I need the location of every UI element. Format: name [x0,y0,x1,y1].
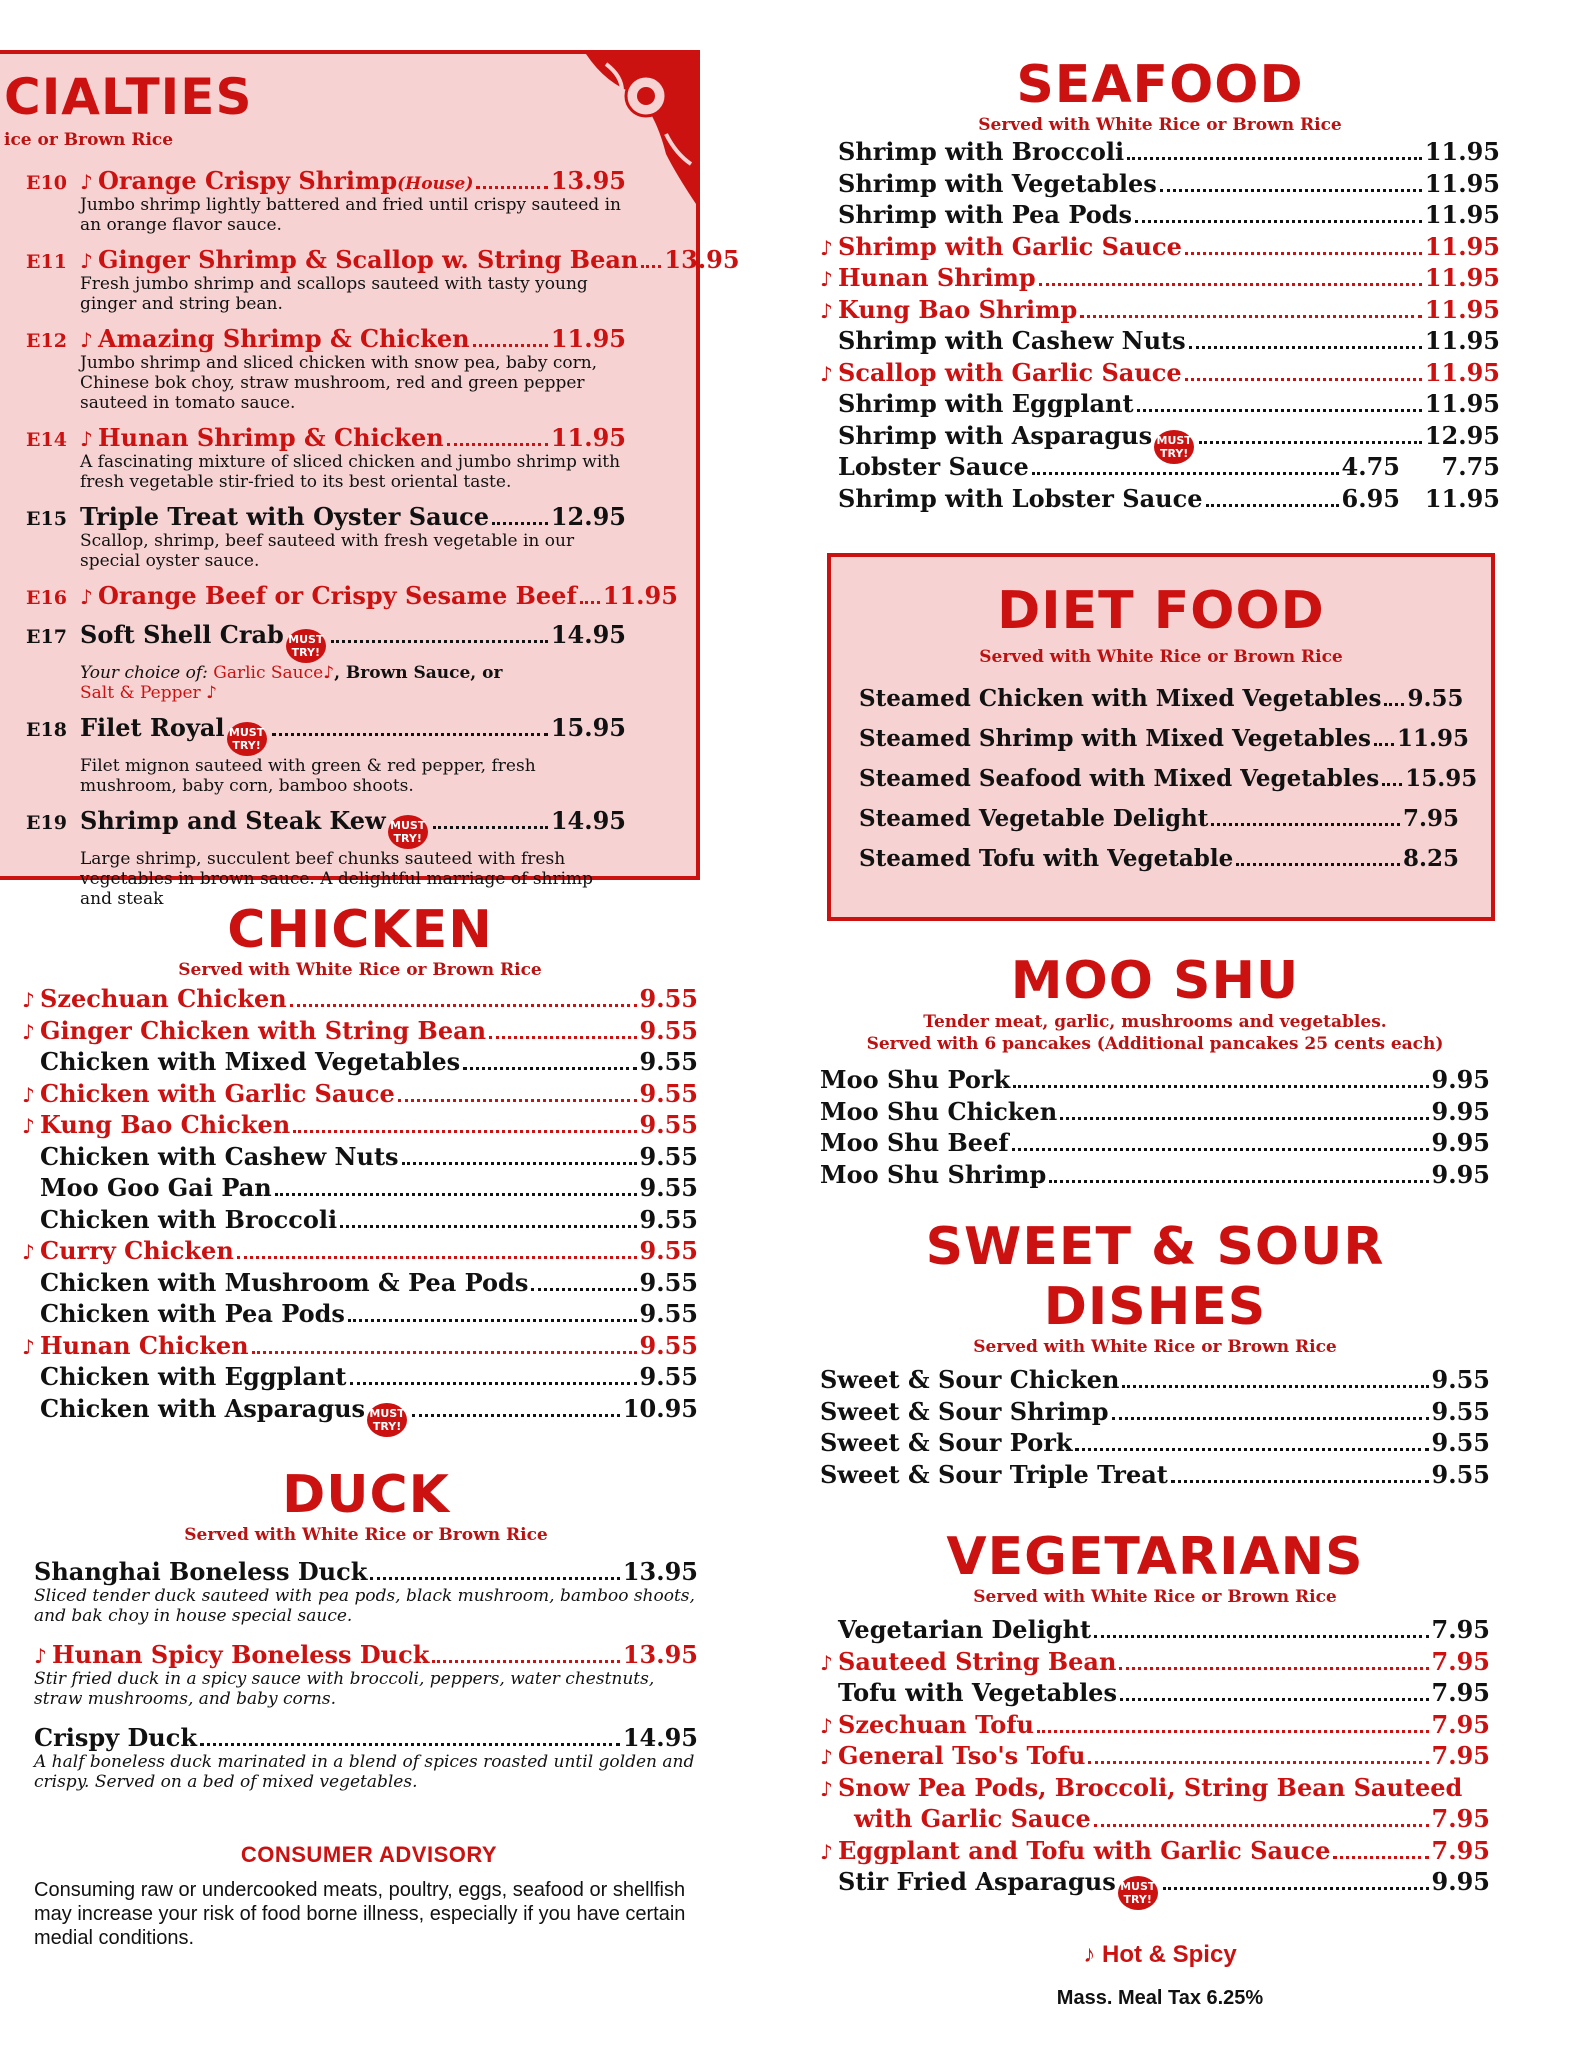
item-name: Chicken with Eggplant [40,1362,347,1391]
item-code: E18 [26,719,67,741]
item-name: Vegetarian Delight [838,1615,1092,1644]
item-price: 9.55 [639,1173,698,1202]
item-price: 12.95 [550,502,626,531]
item-name: Steamed Chicken with Mixed Vegetables [859,685,1382,712]
item-name: Ginger Shrimp & Scallop w. String Bean [98,245,639,274]
item-price: 7.95 [1431,1678,1490,1707]
item-price: 7.95 [1402,805,1459,832]
item-price: 9.55 [639,1204,698,1234]
item-price: 11.95 [1424,231,1500,261]
item-price: 9.95 [1431,1867,1490,1896]
pepper-icon: ♪ [80,170,93,194]
item-code: E12 [26,330,67,352]
item-code: E11 [26,251,67,273]
item-price: 7.95 [1431,1835,1490,1865]
item-code: E15 [26,508,67,530]
item-name: Chicken with Pea Pods [40,1299,345,1328]
item-name: Filet Royal [80,713,225,742]
item-price: 11.95 [1396,725,1470,752]
menu-item [26,806,626,909]
item-price: 9.55 [639,1330,698,1360]
advisory-title: CONSUMER ADVISORY [240,1842,498,1867]
item-price: 11.95 [1424,200,1500,229]
item-name: Shrimp with Vegetables [838,168,1157,198]
item-name: Crispy Duck [34,1723,197,1752]
pepper-icon: ♪ [820,267,833,291]
menu-item [820,1065,1490,1097]
diet-food-panel [827,553,1495,921]
item-price: 9.95 [1431,1159,1490,1189]
item-name: Lobster Sauce [838,452,1029,481]
item-price: 9.55 [639,984,698,1013]
right-column [820,55,1500,2010]
pepper-icon: ♪ [323,663,335,683]
menu-item [820,1710,1490,1742]
vegetarians-subtitle: Served with White Rice or Brown Rice [973,1587,1337,1607]
item-description: Fresh jumbo shrimp and scallops sauteed with tasty young ginger and string bean. [80,274,588,314]
item-code: E19 [26,812,67,834]
menu-item [820,1097,1490,1129]
pepper-icon: ♪ [820,1776,833,1801]
pepper-icon: ♪ [22,1114,35,1138]
menu-item [820,358,1500,390]
item-price: 13.95 [664,245,740,274]
item-name: Orange Crispy Shrimp [98,166,398,195]
menu-item [859,845,1459,885]
legend-hot-spicy: ♪ Hot & Spicy [1083,1940,1237,1968]
item-name: Shrimp with Cashew Nuts [838,326,1186,355]
item-description: Jumbo shrimp lightly battered and fried until crispy sauteed in an orange flavor sauce. [80,195,621,235]
pepper-icon: ♪ [820,298,833,323]
item-name: Orange Beef or [98,581,304,610]
pepper-icon: ♪ [820,1650,833,1675]
item-name: Tofu with Vegetables [838,1678,1117,1707]
item-description: Large shrimp, succulent beef chunks sauteed with fresh vegetables in brown sauce. A delightful marriage of shrimp and steak [80,849,594,909]
specialties-subtitle: ice or Brown Rice [4,130,174,150]
item-code: E16 [26,587,67,609]
item-description: Jumbo shrimp and sliced chicken with snow pea, baby corn, Chinese bok choy, straw mushroom, red and green pepper sauteed in tomato sauce. [80,353,598,413]
item-name: Sweet & Sour Chicken [820,1365,1120,1394]
left-column [0,50,740,1950]
menu-item [34,1557,698,1626]
item-price: 11.95 [550,324,626,353]
menu-item [859,685,1464,725]
pepper-icon: ♪ [22,1334,35,1359]
item-name: Moo Shu Chicken [820,1096,1058,1126]
item-note: (House) [397,174,474,194]
specialties-title: CIALTIES [4,68,253,126]
item-name: Chicken with Broccoli [40,1204,338,1234]
item-price: 15.95 [550,713,626,742]
item-name: Scallop with Garlic Sauce [838,357,1182,387]
item-price: 9.55 [1431,1365,1490,1394]
must-try-badge: MUST TRY! [227,722,267,756]
item-price: 11.95 [1424,263,1500,292]
item-price: 10.95 [622,1393,698,1423]
item-name: Shrimp with Eggplant [838,389,1134,418]
vegetarians-section [820,1527,1500,1906]
duck-list [34,1557,698,1792]
pepper-icon: ♪ [80,427,93,451]
item-price: 9.55 [639,1015,698,1045]
item-name: Ginger Chicken with String Bean [40,1015,487,1045]
item-name: Shrimp with Garlic Sauce [838,231,1182,261]
consumer-advisory [0,1842,704,1950]
item-price: 9.55 [639,1267,698,1297]
item-price: 9.95 [1431,1065,1490,1094]
item-price-large: 7.75 [1441,452,1500,481]
item-name: Amazing Shrimp & Chicken [98,324,470,353]
menu-item [22,1016,698,1048]
menu-item [820,1678,1490,1710]
menu-item [34,1723,698,1792]
menu-item [22,1362,698,1394]
item-name: Curry Chicken [40,1236,234,1265]
item-price: 9.55 [639,1110,698,1139]
menu-item [820,295,1500,327]
menu-item [820,137,1500,169]
menu-item [26,423,626,492]
menu-item [26,324,626,413]
duck-title: DUCK [282,1465,450,1525]
menu-item [820,326,1500,358]
pepper-icon: ♪ [820,361,833,386]
advisory-text: Consuming raw or undercooked meats, poultry, eggs, seafood or shellfish may increase your risk of food borne illness, especially if you have certain medial conditions. [34,1879,686,1949]
item-name: Eggplant and Tofu with Garlic Sauce [838,1835,1331,1865]
moo-shu-title: MOO SHU [1010,951,1300,1011]
sweet-sour-subtitle: Served with White Rice or Brown Rice [973,1337,1337,1357]
item-price: 11.95 [1424,294,1500,324]
pepper-icon: ♪ [22,1019,35,1044]
item-price: 7.95 [1431,1615,1490,1644]
item-name: Moo Goo Gai Pan [40,1173,272,1202]
item-name: Moo Shu Shrimp [820,1159,1047,1189]
item-description: Sliced tender duck sauteed with pea pods, black mushroom, bamboo shoots, and bak choy in house special sauce. [34,1586,695,1626]
item-name: Sweet & Sour Triple Treat [820,1459,1168,1489]
item-price: 8.25 [1402,845,1459,872]
item-description: Filet mignon sauteed with green & red pepper, fresh mushroom, baby corn, bamboo shoots. [80,756,536,796]
menu-item [820,484,1500,516]
item-price: 13.95 [622,1557,698,1586]
menu-item [820,263,1500,295]
item-name: Stir Fried Asparagus [838,1867,1116,1896]
item-name: Soft Shell Crab [80,620,284,649]
item-code: E10 [26,172,67,194]
pepper-icon: ♪ [1083,1940,1096,1968]
item-price: 9.55 [639,1236,698,1265]
seafood-list [820,137,1500,515]
menu-item [22,1331,698,1363]
item-price: 9.95 [1431,1128,1490,1157]
item-price-small: 4.75 [1341,452,1400,481]
item-description: Stir fried duck in a spicy sauce with broccoli, peppers, water chestnuts, straw mushrooms, and baby corns. [34,1669,655,1709]
item-name: Steamed Tofu with Vegetable [859,845,1234,872]
item-price: 9.55 [1407,685,1464,712]
item-name-alt: Crispy Sesame Beef [311,581,577,610]
menu-item-continued [820,1804,1490,1836]
menu-item [34,1640,698,1709]
item-name: Kung Bao Chicken [40,1110,291,1139]
pepper-icon: ♪ [22,988,35,1012]
item-price: 14.95 [550,806,626,835]
item-price: 11.95 [602,581,678,610]
duck-subtitle: Served with White Rice or Brown Rice [184,1525,548,1545]
menu-item [820,169,1500,201]
item-name: Steamed Vegetable Delight [859,805,1209,832]
item-price: 7.95 [1431,1646,1490,1676]
item-price: 9.55 [1431,1396,1490,1426]
item-price: 9.55 [639,1047,698,1076]
menu-item [22,1299,698,1331]
item-price: 9.55 [1431,1459,1490,1489]
menu-item [22,1236,698,1268]
item-name: General Tso's Tofu [838,1741,1086,1770]
sweet-sour-section [820,1217,1500,1491]
item-price: 11.95 [550,423,626,452]
menu-item [22,1079,698,1111]
item-name: Sweet & Sour Shrimp [820,1396,1109,1426]
item-name: Hunan Shrimp & Chicken [98,423,444,452]
menu-item [820,1647,1490,1679]
menu-item [859,805,1459,845]
specialties-panel [0,50,740,909]
specialties-list [26,166,740,919]
menu-item [22,1173,698,1205]
menu-item [26,713,626,796]
menu-item [820,420,1500,460]
pepper-icon: ♪ [820,1713,833,1738]
must-try-badge: MUST TRY! [1118,1876,1158,1910]
menu-item [820,1836,1490,1868]
item-price: 9.55 [639,1078,698,1108]
menu-item [820,200,1500,232]
sweet-sour-title: SWEET & SOUR DISHES [925,1217,1385,1337]
item-name: Sweet & Sour Pork [820,1428,1073,1457]
menu-item [22,1142,698,1174]
pepper-icon: ♪ [34,1644,47,1668]
pepper-icon: ♪ [820,1745,833,1769]
pepper-icon: ♪ [22,1240,35,1264]
item-price: 14.95 [622,1723,698,1752]
menu-item [820,1741,1490,1773]
menu-item [22,1268,698,1300]
item-price: 9.55 [639,1141,698,1171]
diet-title: DIET FOOD [997,581,1325,641]
pepper-icon: ♪ [22,1082,35,1107]
item-price: 9.55 [639,1362,698,1391]
item-name: Shrimp with Broccoli [838,137,1125,166]
item-price: 14.95 [550,620,626,649]
must-try-badge: MUST TRY! [286,629,326,663]
item-price: 11.95 [1424,389,1500,418]
item-name: Moo Shu Beef [820,1128,1009,1157]
item-price: 15.95 [1405,765,1478,792]
seafood-title: SEAFOOD [1016,55,1304,115]
item-description: Your choice of: Garlic Sauce♪, Brown Sauce, or Salt & Pepper ♪ [80,663,503,703]
moo-shu-subtitle-2: Served with 6 pancakes (Additional pancakes 25 cents each) [866,1034,1444,1054]
item-price: 9.95 [1431,1096,1490,1126]
menu-item [859,765,1478,805]
item-price: 11.95 [1424,357,1500,387]
item-name: Szechuan Chicken [40,984,287,1013]
pepper-icon: ♪ [80,585,93,609]
menu-item [820,1365,1490,1397]
item-price: 11.95 [1424,137,1500,166]
menu-item [820,389,1500,421]
menu-item [26,620,626,703]
item-name: Szechuan Tofu [838,1709,1034,1739]
item-name: Shanghai Boneless Duck [34,1557,368,1586]
seafood-section [820,55,1500,515]
item-name: Sauteed String Bean [838,1646,1117,1676]
item-price-small: 6.95 [1341,483,1400,513]
item-description: Scallop, shrimp, beef sauteed with fresh vegetable in our special oyster sauce. [80,531,575,571]
item-name: Shrimp with Lobster Sauce [838,483,1203,513]
item-name-continued: with Garlic Sauce [854,1804,1091,1833]
item-name: Hunan Spicy Boneless Duck [52,1640,430,1669]
duck-section [0,1465,698,1792]
menu-item [820,1160,1490,1192]
item-description: A fascinating mixture of sliced chicken and jumbo shrimp with fresh vegetable stir-fried to its best oriental taste. [80,452,621,492]
item-name: Snow Pea Pods, Broccoli, String Bean Sauteed [838,1772,1463,1802]
item-price: 11.95 [1424,168,1500,198]
item-name: Chicken with Garlic Sauce [40,1078,395,1108]
menu-item [820,1397,1490,1429]
must-try-badge: MUST TRY! [1154,430,1194,464]
item-name: Triple Treat with Oyster Sauce [80,502,490,531]
menu-item [26,581,678,610]
item-name: Moo Shu Pork [820,1065,1011,1094]
item-price: 7.95 [1431,1804,1490,1833]
pepper-icon: ♪ [80,328,93,352]
menu-item [820,1867,1490,1906]
seafood-subtitle: Served with White Rice or Brown Rice [978,115,1342,135]
item-name: Chicken with Asparagus [40,1393,366,1423]
menu-item [820,1460,1490,1492]
menu-item [820,1615,1490,1647]
item-name: Hunan Chicken [40,1330,249,1360]
item-price: 12.95 [1424,420,1500,450]
item-price: 9.55 [1431,1428,1490,1457]
menu-item [820,1773,1490,1805]
moo-shu-list [820,1065,1490,1191]
pepper-icon: ♪ [80,249,93,273]
menu-item [859,725,1470,765]
vegetarians-title: VEGETARIANS [946,1527,1364,1587]
item-name: Chicken with Mushroom & Pea Pods [40,1267,529,1297]
item-price: 11.95 [1424,326,1500,355]
item-price-large: 11.95 [1424,483,1500,513]
menu-item [820,232,1500,264]
menu-item [26,245,740,314]
item-price: 13.95 [550,166,626,195]
item-price: 7.95 [1431,1709,1490,1739]
menu-item [820,1428,1490,1460]
item-price: 9.55 [639,1299,698,1328]
pepper-icon: ♪ [206,683,217,703]
item-code: E17 [26,626,67,648]
item-name: Chicken with Mixed Vegetables [40,1047,461,1076]
diet-subtitle: Served with White Rice or Brown Rice [979,647,1343,667]
menu-item [22,1110,698,1142]
menu-item [820,1128,1490,1160]
pepper-icon: ♪ [820,235,833,260]
item-name: Kung Bao Shrimp [838,294,1078,324]
menu-item [22,984,698,1016]
menu-item [22,1047,698,1079]
item-name: Chicken with Cashew Nuts [40,1141,399,1171]
chicken-list [22,984,698,1433]
legend-tax: Mass. Meal Tax 6.25% [1056,1986,1264,2009]
menu-item [26,166,626,235]
item-name: Shrimp with Asparagus [838,420,1153,450]
item-code: E14 [26,429,67,451]
item-name: Shrimp with Pea Pods [838,200,1133,229]
item-description: A half boneless duck marinated in a blend of spices roasted until golden and crispy. Served on a bed of mixed vegetables. [34,1752,695,1792]
item-price: 13.95 [622,1640,698,1669]
must-try-badge: MUST TRY! [388,815,428,849]
moo-shu-subtitle-1: Tender meat, garlic, mushrooms and vegetables. [923,1012,1387,1032]
chicken-subtitle: Served with White Rice or Brown Rice [178,960,542,980]
legend [820,1941,1500,2010]
item-name: Steamed Seafood with Mixed Vegetables [859,765,1380,792]
sweet-sour-list [820,1365,1490,1491]
chicken-section [0,900,698,1433]
vegetarians-list [820,1615,1490,1906]
pepper-icon: ♪ [820,1839,833,1864]
must-try-badge: MUST TRY! [367,1403,407,1437]
menu-item [22,1205,698,1237]
menu-item [26,502,626,571]
item-price: 7.95 [1431,1741,1490,1770]
item-name: Shrimp and Steak Kew [80,806,386,835]
moo-shu-section [820,951,1500,1191]
diet-list [831,685,1491,885]
chicken-title: CHICKEN [227,900,493,960]
item-name: Steamed Shrimp with Mixed Vegetables [859,725,1371,752]
item-name: Hunan Shrimp [838,263,1036,292]
menu-item [22,1393,698,1433]
